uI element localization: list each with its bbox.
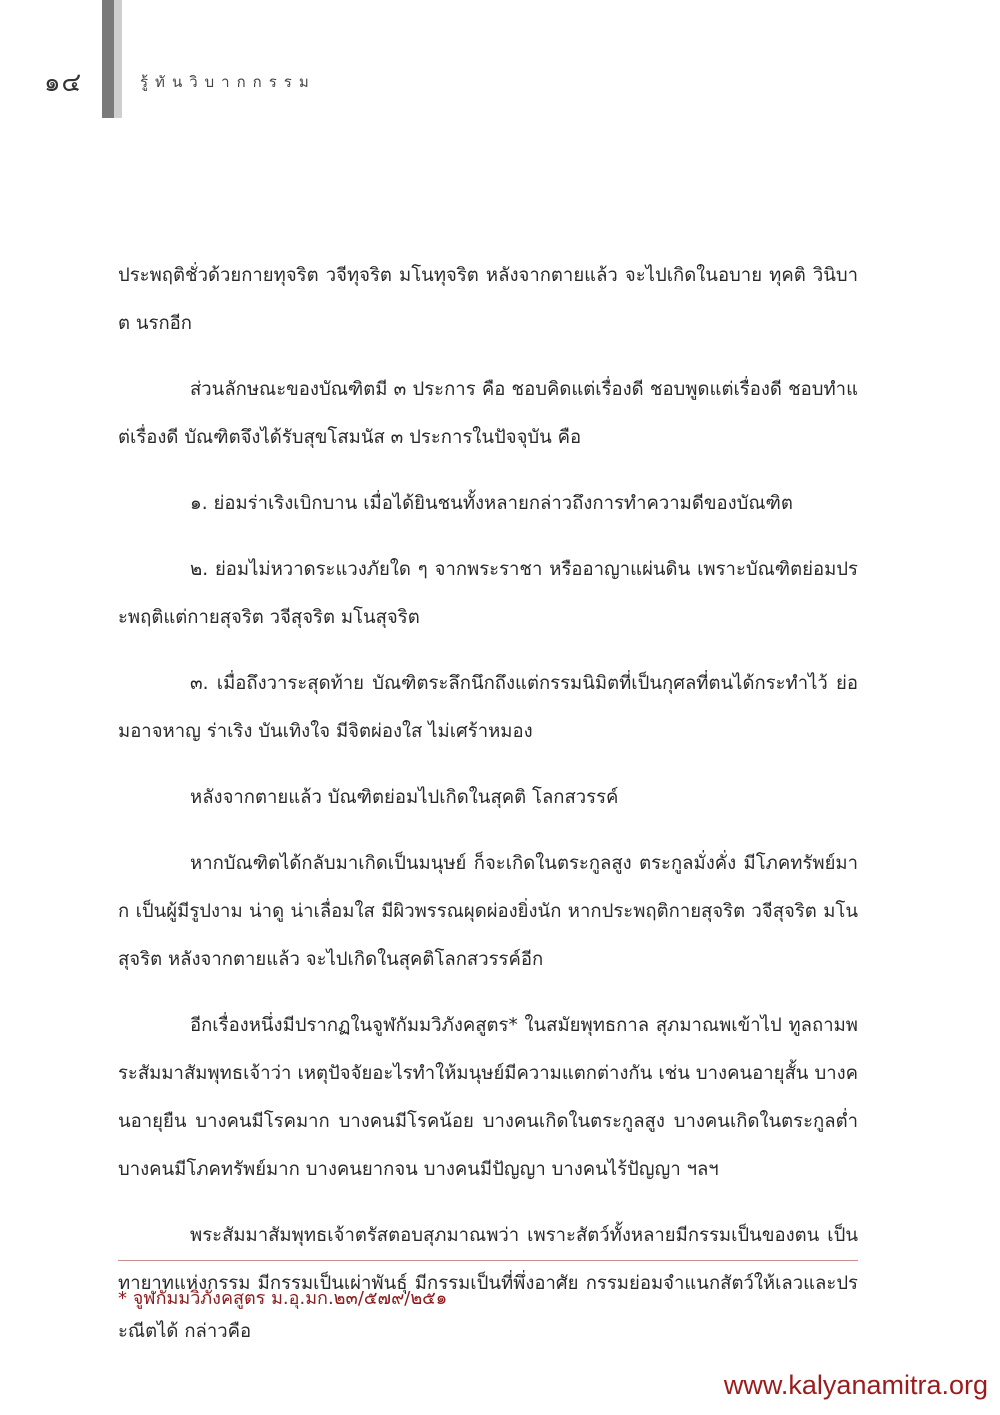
paragraph-1: ประพฤติชั่วด้วยกายทุจริต วจีทุจริต มโนทุจริต หลังจากตายแล้ว จะไปเกิดในอบาย ทุคติ วินิบาต นรกอีก: [118, 265, 858, 334]
paragraph-6: หลังจากตายแล้ว บัณฑิตย่อมไปเกิดในสุคติ โลกสวรรค์: [190, 787, 619, 808]
website-url[interactable]: www.kalyanamitra.org: [723, 1370, 988, 1400]
paragraph-5: ๓. เมื่อถึงวาระสุดท้าย บัณฑิตระลึกนึกถึงแต่กรรมนิมิตที่เป็นกุศลที่ตนได้กระทำไว้ ย่อมอาจหาญ ร่าเริง บันเทิงใจ มีจิตผ่องใส ไม่เศร้าหมอง: [118, 673, 858, 742]
paragraph-7: หากบัณฑิตได้กลับมาเกิดเป็นมนุษย์ ก็จะเกิดในตระกูลสูง ตระกูลมั่งคั่ง มีโภคทรัพย์มาก เป็นผู้มีรูปงาม น่าดู น่าเลื่อมใส มีผิวพรรณผุดผ่องยิ่งนัก หากประพฤติกายสุจริต วจีสุจริต มโนสุจริต หลังจากตายแล้ว จะไปเกิดในสุคติโลกสวรรค์อีก: [118, 853, 858, 970]
header-bar-dark: [102, 0, 114, 118]
footnote-divider: [118, 1260, 858, 1261]
page-number: ๑๔: [44, 68, 83, 98]
paragraph-9: พระสัมมาสัมพุทธเจ้าตรัสตอบสุภมาณพว่า เพราะสัตว์ทั้งหลายมีกรรมเป็นของตน เป็นทายาทแห่งกรรม มีกรรมเป็นเผ่าพันธุ์ มีกรรมเป็นที่พึ่งอาศัย กรรมย่อมจำแนกสัตว์ให้เลวและประณีตได้ กล่าวคือ: [118, 1225, 858, 1342]
header-bar-light: [114, 0, 122, 118]
running-title: รู้ทันวิบากกรรม: [140, 73, 316, 91]
paragraph-8: อีกเรื่องหนึ่งมีปรากฏในจูฬกัมมวิภังคสูตร* ในสมัยพุทธกาล สุภมาณพเข้าไป ทูลถามพระสัมมาสัมพุทธเจ้าว่า เหตุปัจจัยอะไรทำให้มนุษย์มีความแตกต่างกัน เช่น บางคนอายุสั้น บางคนอายุยืน บางคนมีโรคมาก บางคนมีโรคน้อย บางคนเกิดในตระกูลสูง บางคนเกิดในตระกูลต่ำ บางคนมีโภคทรัพย์มาก บางคนยากจน บางคนมีปัญญา บางคนไร้ปัญญา ฯลฯ: [118, 1015, 858, 1180]
paragraph-4: ๒. ย่อมไม่หวาดระแวงภัยใด ๆ จากพระราชา หรืออาญาแผ่นดิน เพราะบัณฑิตย่อมประพฤติแต่กายสุจริต วจีสุจริต มโนสุจริต: [118, 559, 858, 628]
body-text: [118, 252, 858, 1374]
paragraph-3: ๑. ย่อมร่าเริงเบิกบาน เมื่อได้ยินชนทั้งหลายกล่าวถึงการทำความดีของบัณฑิต: [190, 493, 793, 514]
footnote: * จูฬกัมมวิภังคสูตร ม.อุ.มก.๒๓/๕๗๙/๒๕๑: [118, 1288, 448, 1309]
paragraph-2: ส่วนลักษณะของบัณฑิตมี ๓ ประการ คือ ชอบคิดแต่เรื่องดี ชอบพูดแต่เรื่องดี ชอบทำแต่เรื่องดี บัณฑิตจึงได้รับสุขโสมนัส ๓ ประการในปัจจุบัน คือ: [118, 379, 858, 448]
